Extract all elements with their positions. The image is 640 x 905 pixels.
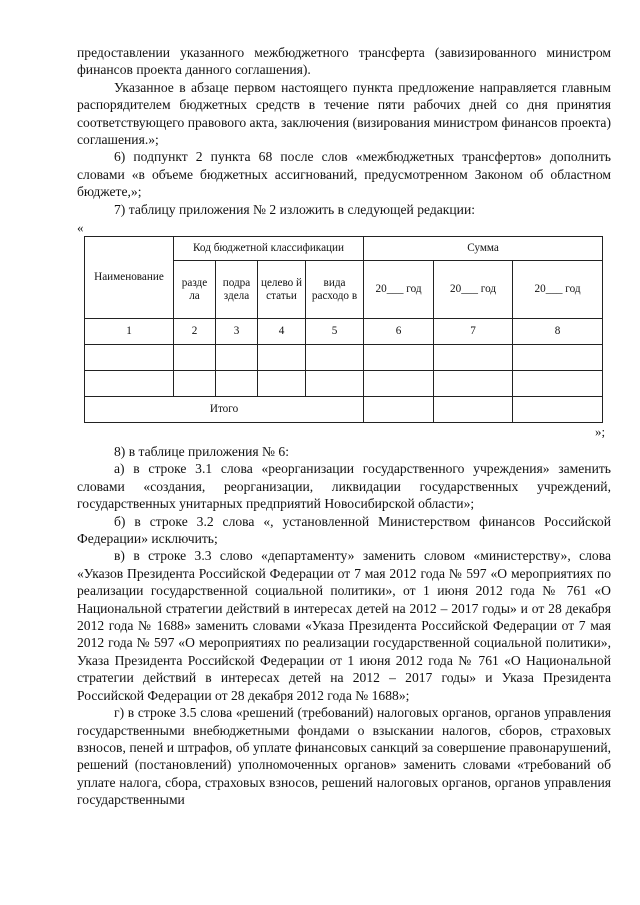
paragraph-continuation: предоставлении указанного межбюджетного трансферта (завизированного министром финансов проекта данного соглашения). <box>77 45 611 78</box>
paragraph-item-6: 6) подпункт 2 пункта 68 после слов «межбюджетных трансфертов» дополнить словами «в объеме бюджетных ассигнований, предусмотренном Законом об областном бюджете,»; <box>77 149 611 200</box>
col-number: 3 <box>216 319 258 345</box>
budget-table <box>84 236 603 423</box>
table-total-row <box>85 397 603 423</box>
paragraph-item-7: 7) таблицу приложения № 2 изложить в следующей редакции: <box>114 201 475 217</box>
header-target: целево й статьи <box>258 261 306 319</box>
col-number: 7 <box>434 319 513 345</box>
paragraph-item-8b: б) в строке 3.2 слова «, установленной Министерством финансов Российской Федерации» исключить; <box>77 513 611 547</box>
document-top-text <box>77 44 611 218</box>
header-code: Код бюджетной классификации <box>174 237 364 261</box>
header-subsection: подра здела <box>216 261 258 319</box>
header-name: Наименование <box>85 237 174 319</box>
header-year-2: 20___ год <box>434 261 513 319</box>
paragraph-item-8: 8) в таблице приложения № 6: <box>114 444 289 459</box>
table-close-quote: »; <box>595 424 606 439</box>
col-number: 5 <box>306 319 364 345</box>
paragraph-item-8g: г) в строке 3.5 слова «решений (требований) налоговых органов, органов управления государственными внебюджетными фондами о взыскании налогов, сборов, страховых взносов, пеней и штрафов, об уплате финансовых санкций за совершение правонарушений, решений (постановлений) уполномоченных органов» заменить словами «требований об уплате налога, сбора, страховых взносов, решений налоговых органов, органов управления государственными <box>77 705 611 808</box>
header-kind: вида расходо в <box>306 261 364 319</box>
table-header-row-1 <box>85 237 603 261</box>
col-number: 4 <box>258 319 306 345</box>
table-open-quote: « <box>77 220 84 235</box>
table-row <box>85 371 603 397</box>
table-row <box>85 345 603 371</box>
paragraph-item-8a: а) в строке 3.1 слова «реорганизации государственного учреждения» заменить словами «создания, реорганизации, ликвидации государственных учреждений, государственных унитарных предприятий Новосибирской области»; <box>77 461 611 512</box>
col-number: 1 <box>85 319 174 345</box>
col-number: 8 <box>513 319 603 345</box>
header-year-1: 20___ год <box>364 261 434 319</box>
total-label: Итого <box>85 397 364 423</box>
document-bottom-text <box>77 443 611 809</box>
header-sum: Сумма <box>364 237 603 261</box>
paragraph-item-8v: в) в строке 3.3 слово «департаменту» заменить словом «министерству», слова «Указов Президента Российской Федерации от 7 мая 2012 года № 597 «О мероприятиях по реализации государственной социальной политики», от 1 июня 2012 года № 761 «О Национальной стратегии действий в интересах детей на 2012 – 2017 годы» и от 28 декабря 2012 года № 1688» заменить словами «Указа Президента Российской Федерации от 7 мая 2012 года № 597 «О мероприятиях по реализации государственной социальной политики», Указа Президента Российской Федерации от 1 июня 2012 года № 761 «О Национальной стратегии действий в интересах детей на 2012 – 2017 годы» и Указа Президента Российской Федерации от 28 декабря 2012 года № 1688»; <box>77 548 611 703</box>
col-number: 2 <box>174 319 216 345</box>
header-section: разде ла <box>174 261 216 319</box>
paragraph-proposal: Указанное в абзаце первом настоящего пункта предложение направляется главным распорядителем бюджетных средств в течение пяти рабочих дней со дня принятия соответствующего правового акта, заключения (визирования министром финансов проекта) соглашения.»; <box>77 79 611 148</box>
header-year-3: 20___ год <box>513 261 603 319</box>
col-number: 6 <box>364 319 434 345</box>
table-number-row <box>85 319 603 345</box>
